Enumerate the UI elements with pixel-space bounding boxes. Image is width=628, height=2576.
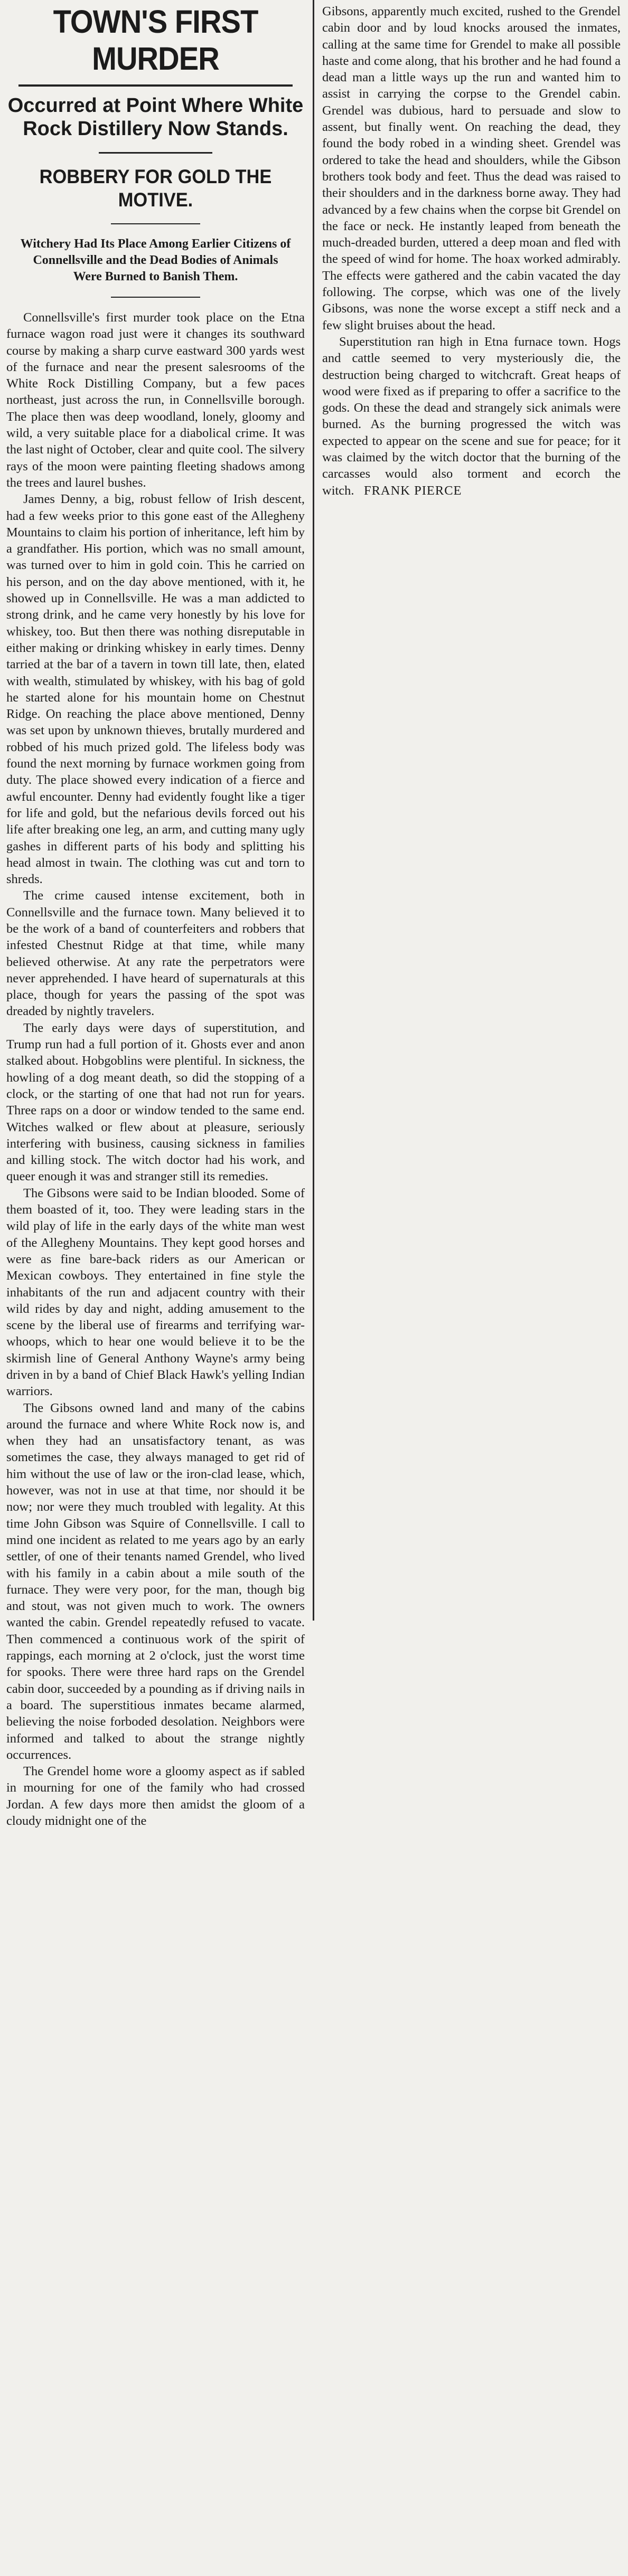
deck-subhead: Occurred at Point Where White Rock Distillery Now Stands.	[7, 94, 304, 140]
byline: FRANK PIERCE	[363, 483, 462, 498]
article-body-left	[6, 309, 305, 1829]
paragraph: The early days were days of superstitution, and Trump run had a full portion of it. Ghosts ever and anon stalked about. Hobgoblins were plentiful. In sickness, the howling of a dog meant death, so did the stopping of a clock, or the starting of one that had not run for years. Three raps on a door or window tended to the same end. Witches walked or flew about at pleasure, seriously interfering with business, causing sickness in families and killing stock. The witch doctor had his work, and queer enough it was and stranger still its remedies.	[6, 1020, 305, 1184]
column-divider	[313, 0, 314, 1621]
paragraph: The crime caused intense excitement, both in Connellsville and the furnace town. Many believed it to be the work of a band of counterfeiters and robbers that infested Chestnut Ridge at that time, while many believed otherwise. At any rate the perpetrators were never apprehended. I have heard of supernaturals at this place, though for years the passing of the spot was dreaded by nightly travelers.	[6, 888, 305, 1019]
paragraph	[322, 334, 621, 499]
headline: TOWN'S FIRST MURDER	[53, 4, 258, 77]
right-column	[322, 3, 621, 499]
paragraph: Connellsville's first murder took place on the Etna furnace wagon road just were it changes its southward course by making a sharp curve eastward 300 yards west of the furnace and near the present salesrooms of the White Rock Distilling Company, but a few paces northeast, just across the run, in Connellsville borough. The place then was deep woodland, lonely, gloomy and wild, a very suitable place for a diabolical crime. It was the last night of October, clear and quite cool. The silvery rays of the moon were painting fleeting shadows among the trees and laurel bushes.	[6, 310, 305, 490]
paragraph: James Denny, a big, robust fellow of Irish descent, had a few weeks prior to this gone east of the Allegheny Mountains to claim his portion of inheritance, left him by a grandfather. His portion, which was no small amount, was turned over to him in gold coin. This he carried on his person, and on the day above mentioned, with it, he showed up in Connellsville. He was a man addicted to strong drink, and he came very honestly by his love for whiskey, too. But then there was nothing disreputable in either making or drinking whiskey in early times. Denny tarried at the bar of a tavern in town till late, then, elated with wealth, stimulated by whiskey, with his bag of gold he started alone for his mountain home on Chestnut Ridge. On reaching the place above mentioned, Denny was set upon by unknown thieves, brutally murdered and robbed of his much prized gold. The lifeless body was found the next morning by furnace workmen going from duty. The place showed every indication of a fierce and awful encounter. Denny had evidently fought like a tiger for life and gold, but the nefarious devils forced out his life after breaking one leg, an arm, and cutting many ugly gashes in different parts of his body and splitting his head almost in twain. The clothing was cut and torn to shreds.	[6, 492, 305, 887]
deck-rule-3	[111, 297, 201, 298]
deck-rule	[99, 152, 212, 154]
deck-robbery: ROBBERY FOR GOLD THE MOTIVE.	[39, 166, 272, 211]
headline-rule	[18, 84, 293, 87]
paragraph: Gibsons, apparently much excited, rushed to the Grendel cabin door and by loud knocks aroused the inmates, calling at the same time for Grendel to make all possible haste and come along, that his brother and he had found a dead man a little ways up the run and wanted him to assist in carrying the corpse to the Grendel cabin. Grendel was dubious, hard to persuade and slow to assent, but finally went. On reaching the dead, they found the body robed in a winding sheet. Grendel was ordered to take the head and shoulders, while the Gibson brothers took body and feet. Thus the dead was raised to their shoulders and in the darkness borne away. They had advanced by a few chains when the corpse bit Grendel on the face or neck. He instantly leaped from beneath the much-dreaded burden, uttered a deep moan and fled with the speed of wind for home. The hoax worked admirably. The effects were gathered and the cabin vacated the day following. The corpse, which was one of the lively Gibsons, was none the worse except a stiff neck and a few slight bruises about the head.	[322, 4, 621, 333]
paragraph: The Gibsons were said to be Indian blooded. Some of them boasted of it, too. They were leading stars in the wild play of life in the early days of the white man west of the Allegheny Mountains. They kept good horses and were as fine bare-back riders as our American or Mexican cowboys. They entertained in fine style the inhabitants of the run and adjacent country with their wild rides by day and night, adding amusement to the scene by the liberal use of firearms and terrifying war-whoops, which to hear one would believe it to be the skirmish line of General Anthony Wayne's army being driven in by a band of Chief Black Hawk's yelling Indian warriors.	[6, 1186, 305, 1399]
deck-witchery: Witchery Had Its Place Among Earlier Citizens of Connellsville and the Dead Bodies of Animals Were Burned to Banish Them.	[20, 237, 291, 283]
paragraph: The Grendel home wore a gloomy aspect as if sabled in mourning for one of the family who had crossed Jordan. A few days more then amidst the gloom of a cloudy midnight one of the	[6, 1764, 305, 1829]
deck-rule-2	[111, 223, 201, 224]
paragraph-text: Superstitution ran high in Etna furnace town. Hogs and cattle seemed to very mysteriously die, the destruction being charged to witchcraft. Great heaps of wood were fixed as if preparing to offer a sacrifice to the gods. On these the dead and strangely sick animals were burned. As the burning progressed the witch was expected to appear on the scene and sue for peace; for it was claimed by the witch doctor that the burning of the carcasses would also torment and ecorch the witch.	[322, 334, 621, 498]
paragraph: The Gibsons owned land and many of the cabins around the furnace and where White Rock now is, and when they had an unsatisfactory tenant, as was sometimes the case, they always managed to get rid of him without the use of law or the iron-clad lease, which, however, was not in use at that time, nor should it be now; nor were they much troubled with legality. At this time John Gibson was Squire of Connellsville. I call to mind one incident as related to me years ago by an early settler, of one of their tenants named Grendel, who lived with his family in a cabin about a mile south of the furnace. They were very poor, for the man, though big and stout, was not given much to work. The owners wanted the cabin. Grendel repeatedly refused to vacate. Then commenced a continuous work of the spirit of rappings, each morning at 2 o'clock, just the worst time for spooks. There were three hard raps on the Grendel cabin door, succeeded by a pounding as if driving nails in a board. The superstitious inmates became alarmed, believing the noise forboded desolation. Neighbors were informed and talked to about the strange nightly occurrences.	[6, 1400, 305, 1762]
left-column	[6, 3, 305, 1829]
